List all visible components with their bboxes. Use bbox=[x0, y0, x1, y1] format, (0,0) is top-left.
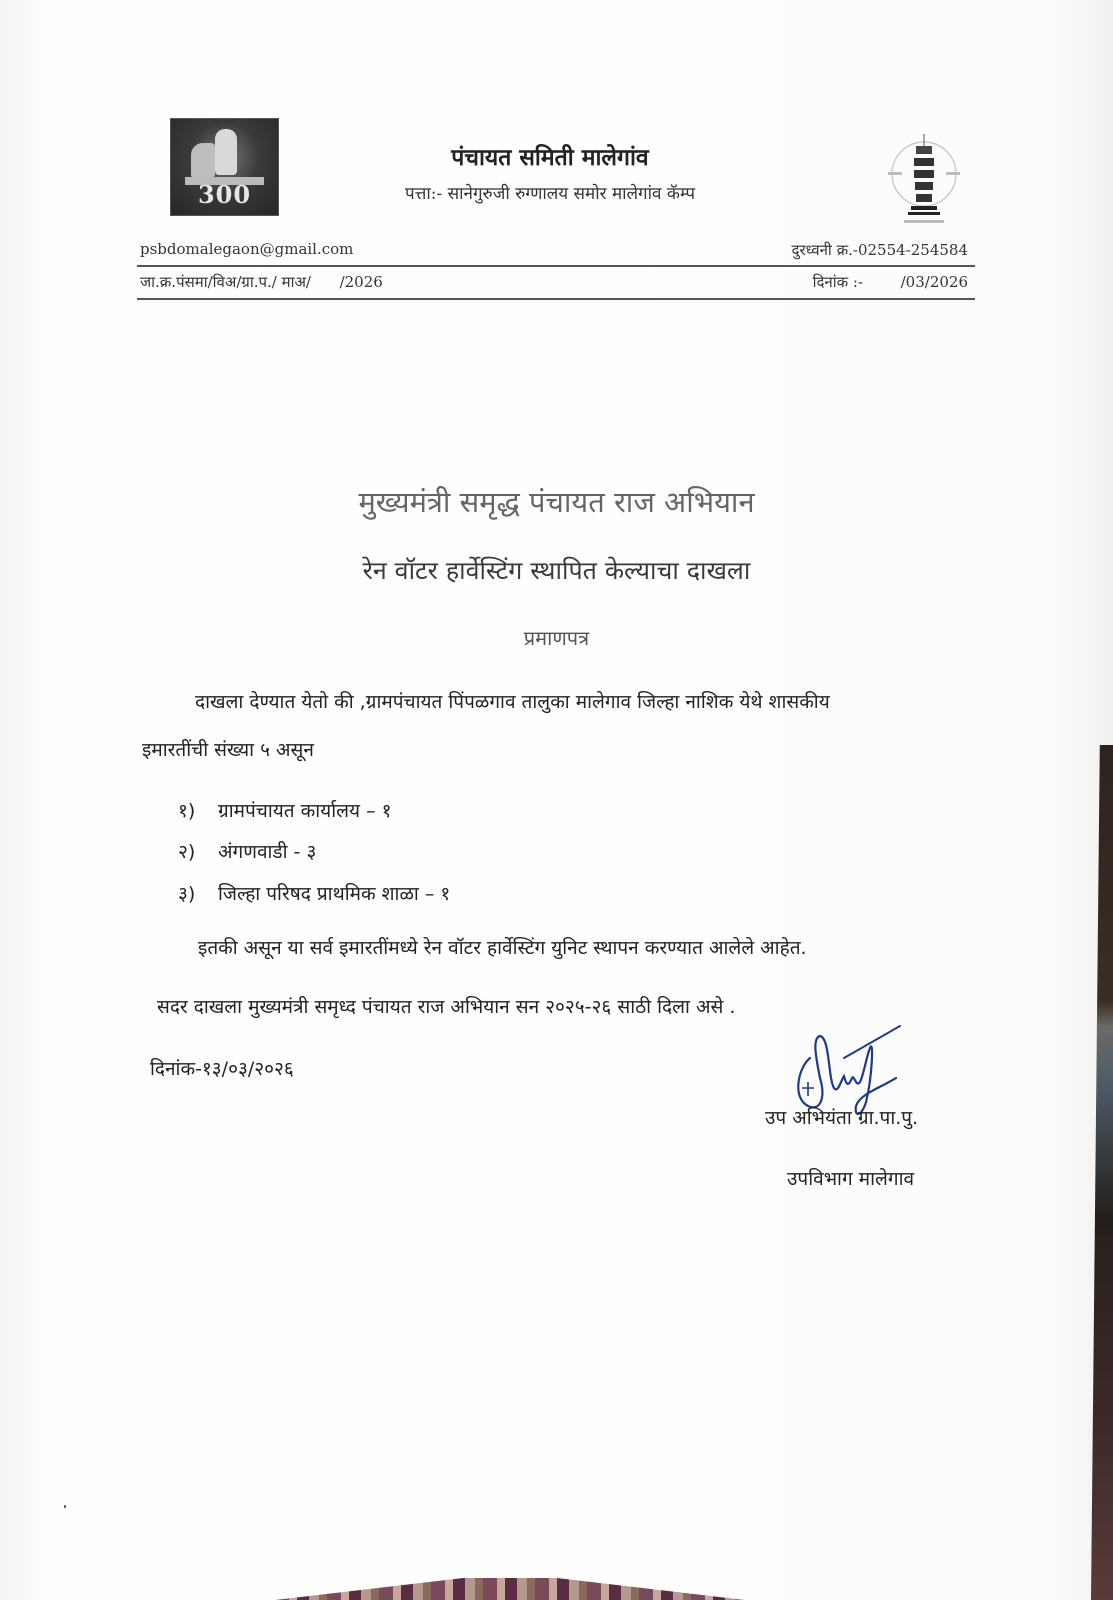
speck bbox=[64, 1505, 66, 1508]
installation-statement: इतकी असून या सर्व इमारतींमध्ये रेन वॉटर हार्वेस्टिंग युनिट स्थापन करण्यात आलेले आहेत. bbox=[198, 937, 807, 959]
campaign-title: मुख्यमंत्री समृद्ध पंचायत राज अभियान bbox=[358, 485, 755, 519]
list-item-text: अंगणवाडी - ३ bbox=[218, 841, 317, 863]
list-item-text: जिल्हा परिषद प्राथमिक शाळा – १ bbox=[218, 883, 451, 905]
reference-row bbox=[140, 272, 972, 292]
reference-number: जा.क्र.पंसमा/विअ/ग्रा.प./ माअ/ /2026 bbox=[140, 273, 383, 291]
letter-date bbox=[813, 272, 968, 292]
list-item bbox=[178, 838, 316, 864]
list-item bbox=[178, 797, 391, 823]
date-label: दिनांक :- bbox=[812, 273, 864, 291]
header-divider-bottom bbox=[137, 298, 975, 300]
list-item bbox=[178, 880, 450, 906]
organization-address: पत्ता:- सानेगुरुजी रुग्णालय समोर मालेगांव कॅम्प bbox=[404, 184, 696, 204]
zilla-parishad-emblem-logo bbox=[878, 128, 970, 228]
signatory-office: उपविभाग मालेगाव bbox=[787, 1168, 915, 1190]
rider-figure-icon bbox=[215, 129, 237, 175]
list-item-text: ग्रामपंचायत कार्यालय – १ bbox=[218, 800, 392, 822]
subject-title: रेन वॉटर हार्वेस्टिंग स्थापित केल्याचा दाखला bbox=[362, 556, 751, 585]
organization-name: पंचायत समिती मालेगांव bbox=[451, 144, 649, 171]
email-text: psbdomalegaon@gmail.com bbox=[140, 240, 354, 258]
header-divider-top bbox=[137, 265, 975, 267]
document-type-heading: प्रमाणपत्र bbox=[523, 626, 590, 650]
certificate-paragraph-line1: दाखला देण्यात येतो की ,ग्रामपंचायत पिंपळगाव तालुका मालेगाव जिल्हा नाशिक येथे शासकीय bbox=[195, 691, 830, 713]
certificate-date: दिनांक-१३/०३/२०२६ bbox=[150, 1058, 294, 1080]
certificate-paragraph-line2: इमारतींची संख्या ५ असून bbox=[142, 739, 314, 761]
list-item-number: १) bbox=[178, 800, 196, 822]
horse-figure-icon bbox=[191, 143, 215, 177]
purpose-statement: सदर दाखला मुख्यमंत्री समृध्द पंचायत राज अभियान सन २०२५-२६ साठी दिला असे . bbox=[157, 996, 736, 1018]
signatory-designation: उप अभियंता ग्रा.पा.पु. bbox=[765, 1107, 919, 1129]
logo-number: 300 bbox=[197, 180, 252, 209]
contact-row bbox=[140, 240, 972, 258]
maharashtra-300-emblem-logo bbox=[170, 118, 279, 216]
phone-text: दुरध्वनी क्र.-02554-254584 bbox=[791, 241, 968, 259]
list-item-number: ३) bbox=[178, 883, 196, 905]
date-value: /03/2026 bbox=[900, 273, 968, 291]
list-item-number: २) bbox=[178, 841, 196, 863]
